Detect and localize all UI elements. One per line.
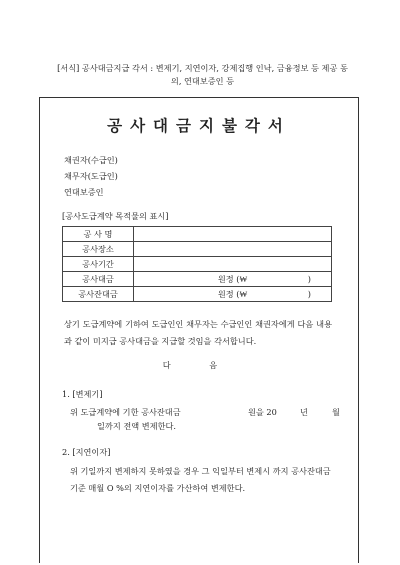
section2-text: 위 기일까지 변제하지 못하였을 경우 그 익일부터 변제시 까지 공사잔대금 기준 매월 O %의 지연이자를 가산하여 변제한다. — [70, 466, 331, 493]
header-line-1: [서식] 공사대금지급 각서 : 변제기, 지연이자, 강제집행 인낙, 금융정보 등 제공 동 — [57, 63, 348, 73]
da-eum-heading: 다 음 — [162, 360, 236, 370]
section1-text-a: 위 도급계약에 기한 공사잔대금 — [70, 407, 181, 417]
parties-list — [64, 152, 118, 200]
table-row — [63, 272, 332, 287]
row-value-site[interactable] — [134, 242, 332, 257]
table-row — [63, 257, 332, 272]
contract-amount-text: 원정 (₩ — [217, 273, 248, 284]
document-frame — [39, 97, 359, 563]
row-label-period: 공사기간 — [63, 257, 134, 272]
row-value-period[interactable] — [134, 257, 332, 272]
section1-text-c: 년 — [300, 407, 308, 417]
section1-title: 1. [변제기] — [62, 389, 103, 399]
form-header — [30, 62, 375, 88]
table-row — [63, 227, 332, 242]
row-value-balance[interactable] — [134, 287, 332, 302]
balance-text: 원정 (₩ — [217, 288, 248, 299]
table-row — [63, 242, 332, 257]
row-label-contract-amount: 공사대금 — [63, 272, 134, 287]
table-row — [63, 287, 332, 302]
party-guarantor: 연대보증인 — [64, 187, 104, 197]
contract-section-label: [공사도급계약 목적물의 표시] — [62, 211, 169, 221]
section1-line2: 일까지 전액 변제한다. — [97, 421, 176, 431]
party-creditor: 채권자(수급인) — [64, 155, 118, 165]
contract-amount-close: ) — [307, 273, 311, 284]
party-debtor: 채무자(도급인) — [64, 171, 118, 181]
section2-title: 2. [지연이자] — [62, 447, 111, 457]
section1-text-b: 원을 20 — [248, 407, 277, 417]
row-value-project-name[interactable] — [134, 227, 332, 242]
document-title: 공사대금지불각서 — [107, 116, 291, 135]
row-label-balance: 공사잔대금 — [63, 287, 134, 302]
balance-close: ) — [307, 288, 311, 299]
contract-info-table — [62, 226, 332, 302]
pledge-body: 상기 도급계약에 기하여 도급인인 채무자는 수급인인 채권자에게 다음 내용과 같이 미지급 공사대금을 지급할 것임을 각서합니다. — [64, 319, 332, 346]
section1-text-d: 월 — [332, 407, 340, 417]
row-label-project-name: 공 사 명 — [63, 227, 134, 242]
row-value-contract-amount[interactable] — [134, 272, 332, 287]
header-line-2: 의, 연대보증인 등 — [170, 76, 235, 86]
row-label-site: 공사장소 — [63, 242, 134, 257]
